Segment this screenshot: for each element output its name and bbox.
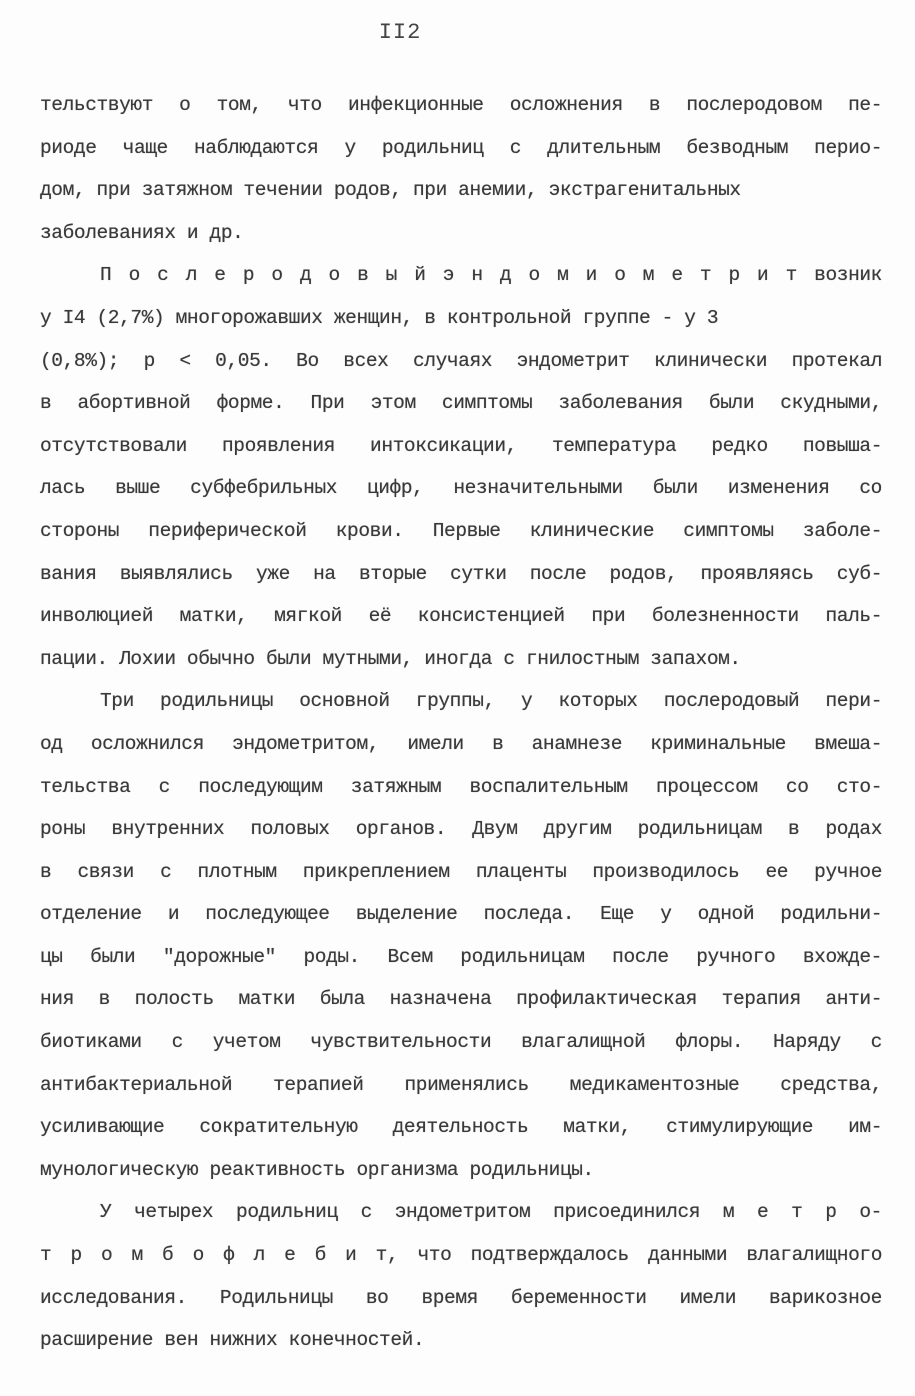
text-line: усиливающие сократительную деятельность матки, стимулирующие им-: [40, 1116, 882, 1139]
text-line: отделение и последующее выделение последа. Еще у одной родильни-: [40, 903, 882, 926]
text-line: в связи с плотным прикреплением плаценты производилось ее ручное: [40, 860, 882, 883]
text-line: биотиками с учетом чувствительности влагалищной флоры. Наряду с: [40, 1031, 882, 1054]
text-line: отсутствовали проявления интоксикации, температура редко повыша-: [40, 434, 882, 457]
text-line: стороны периферической крови. Первые клинические симптомы заболе-: [40, 519, 882, 542]
text-line: исследования. Родильницы во время беременности имели варикозное: [40, 1286, 882, 1309]
body-text: [40, 84, 882, 1362]
text-line: расширение вен нижних конечностей.: [40, 1329, 425, 1352]
text-line: мунологическую реактивность организма родильницы.: [40, 1158, 594, 1181]
text-line: У четырех родильниц с эндометритом присоединился м е т р о-: [100, 1201, 882, 1224]
text-line: тельства с последующим затяжным воспалительным процессом со сто-: [40, 775, 882, 798]
text-line: т р о м б о ф л е б и т, что подтверждалось данными влагалищного: [40, 1244, 882, 1267]
page-number: II2: [378, 20, 422, 45]
text-line: роны внутренних половых органов. Двум другим родильницам в родах: [40, 818, 882, 841]
text-line: (0,8%); p < 0,05. Во всех случаях эндометрит клинически протекал: [40, 349, 882, 372]
text-line: тельствуют о том, что инфекционные осложнения в послеродовом пе-: [40, 94, 882, 116]
text-line: пации. Лохии обычно были мутными, иногда с гнилостным запахом.: [40, 647, 741, 670]
text-line: П о с л е р о д о в ы й э н д о м и о м е т р и т возник: [100, 264, 882, 287]
text-line: в абортивной форме. При этом симптомы заболевания были скудными,: [40, 392, 882, 415]
text-line: антибактериальной терапией применялись медикаментозные средства,: [40, 1073, 882, 1096]
text-line: ния в полость матки была назначена профилактическая терапия анти-: [40, 988, 882, 1011]
text-line: цы были "дорожные" роды. Всем родильницам после ручного вхожде-: [40, 945, 882, 968]
text-line: Три родильницы основной группы, у которых послеродовый пери-: [100, 690, 882, 713]
text-line: дом, при затяжном течении родов, при анемии, экстрагенитальных: [40, 179, 741, 202]
text-line: заболеваниях и др.: [40, 221, 244, 244]
text-line: у I4 (2,7%) многорожавших женщин, в контрольной группе - у 3: [40, 306, 719, 329]
text-line: риоде чаще наблюдаются у родильниц с длительным безводным перио-: [40, 136, 882, 159]
text-line: инволюцией матки, мягкой её консистенцией при болезненности паль-: [40, 605, 882, 628]
text-line: лась выше субфебрильных цифр, незначительными были изменения со: [40, 477, 882, 500]
text-line: вания выявлялись уже на вторые сутки после родов, проявляясь суб-: [40, 562, 882, 585]
text-line: од осложнился эндометритом, имели в анамнезе криминальные вмеша-: [40, 732, 882, 755]
